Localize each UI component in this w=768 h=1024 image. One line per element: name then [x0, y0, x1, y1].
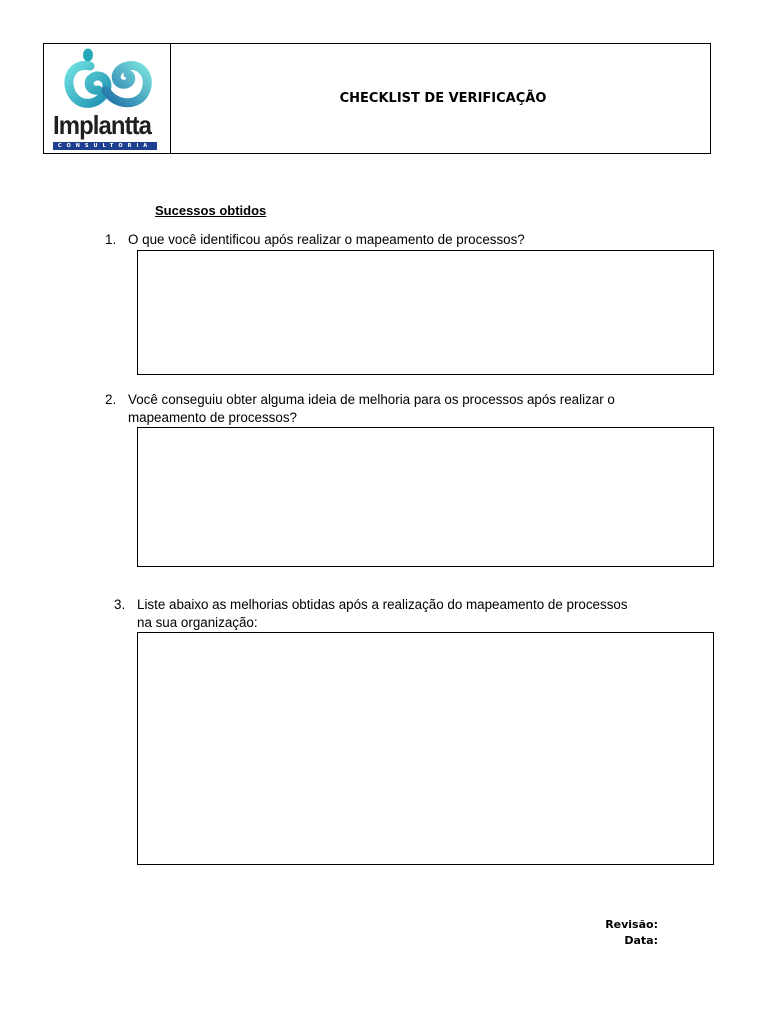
question-number: 2.: [105, 392, 117, 407]
document-header: [43, 43, 711, 154]
logo-cell: [44, 44, 171, 153]
question-2: [0, 391, 768, 427]
question-text-line-2: na sua organização:: [137, 615, 258, 630]
answer-box-1[interactable]: [137, 250, 714, 375]
logo-tagline: CONSULTORIA: [53, 142, 157, 150]
page-title: CHECKLIST DE VERIFICAÇÃO: [339, 91, 547, 106]
question-text-line-1: Liste abaixo as melhorias obtidas após a realização do mapeamento de processos: [137, 597, 628, 612]
answer-box-2[interactable]: [137, 427, 714, 567]
title-cell: [170, 44, 710, 153]
revision-label: Revisão:: [605, 918, 658, 931]
question-number: 3.: [114, 597, 126, 612]
section-title: Sucessos obtidos: [155, 203, 267, 218]
implantta-logo-icon: [60, 46, 154, 112]
question-1: [0, 231, 768, 249]
question-text-line-2: mapeamento de processos?: [128, 410, 297, 425]
question-text: O que você identificou após realizar o mapeamento de processos?: [128, 232, 525, 247]
date-label: Data:: [624, 934, 658, 947]
answer-box-3[interactable]: [137, 632, 714, 865]
logo-wordmark: Implantta: [53, 110, 152, 140]
question-text-line-1: Você conseguiu obter alguma ideia de melhoria para os processos após realizar o: [128, 392, 615, 407]
question-number: 1.: [105, 232, 117, 247]
question-3: [0, 596, 768, 632]
